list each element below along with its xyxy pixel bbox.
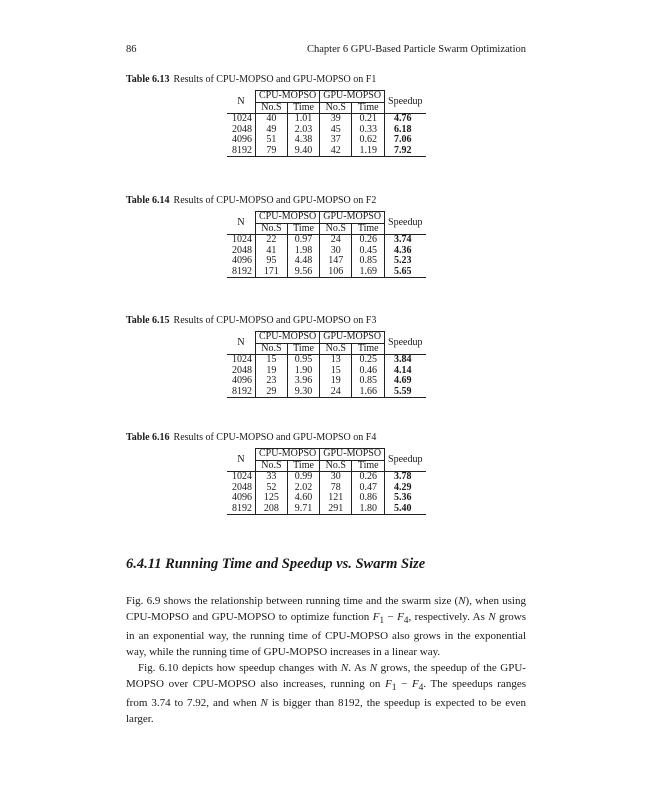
cell-gpu-time: 1.66 xyxy=(352,387,385,398)
table-title: Results of CPU-MOPSO and GPU-MOPSO on F3 xyxy=(173,315,377,326)
math-var: F xyxy=(372,611,380,623)
math-var: F xyxy=(411,678,419,691)
cell-cpu-nos: 23 xyxy=(256,376,288,387)
col-gpu-time-header: Time xyxy=(352,223,385,235)
cell-gpu-time: 0.45 xyxy=(352,246,385,257)
results-table xyxy=(227,448,426,515)
table-row xyxy=(227,256,426,267)
table-row xyxy=(227,267,426,278)
col-cpu-group-header: CPU-MOPSO xyxy=(256,449,320,461)
cell-cpu-time: 1.01 xyxy=(287,114,319,125)
table-title: Results of CPU-MOPSO and GPU-MOPSO on F2 xyxy=(173,195,377,206)
text-run: − xyxy=(384,611,398,623)
cell-cpu-nos: 40 xyxy=(256,114,288,125)
cell-gpu-time: 0.26 xyxy=(352,472,385,483)
cell-gpu-nos: 106 xyxy=(320,267,352,278)
cell-n: 4096 xyxy=(227,256,256,267)
cell-n: 1024 xyxy=(227,235,256,246)
cell-n: 8192 xyxy=(227,267,256,278)
cell-n: 2048 xyxy=(227,366,256,377)
body-text xyxy=(126,593,526,727)
cell-n: 2048 xyxy=(227,125,256,136)
math-var: N xyxy=(260,697,268,710)
cell-gpu-time: 0.26 xyxy=(352,235,385,246)
math-var: N xyxy=(369,662,378,675)
text-run: − xyxy=(396,678,412,691)
paragraph xyxy=(126,660,526,727)
cell-n: 2048 xyxy=(227,483,256,494)
section-heading: 6.4.11 Running Time and Speedup vs. Swarm Size xyxy=(126,556,426,572)
running-title: Chapter 6 GPU-Based Particle Swarm Optimization xyxy=(307,44,526,55)
cell-gpu-nos: 147 xyxy=(320,256,352,267)
table-row xyxy=(227,472,426,483)
cell-cpu-time: 2.02 xyxy=(287,483,319,494)
cell-speedup: 4.29 xyxy=(394,481,412,493)
cell-speedup: 5.40 xyxy=(385,504,426,515)
cell-gpu-nos: 19 xyxy=(320,376,352,387)
cell-speedup: 4.36 xyxy=(394,244,412,256)
cell-cpu-time: 4.38 xyxy=(287,135,319,146)
cell-gpu-nos: 45 xyxy=(320,125,352,136)
cell-gpu-time: 0.33 xyxy=(352,125,385,136)
cell-gpu-time: 0.85 xyxy=(352,256,385,267)
col-gpu-group-header: GPU-MOPSO xyxy=(320,449,385,461)
col-gpu-group-header: GPU-MOPSO xyxy=(320,212,385,224)
cell-speedup: 3.84 xyxy=(385,355,426,366)
cell-cpu-time: 1.98 xyxy=(287,246,319,257)
table-row xyxy=(227,135,426,146)
col-cpu-group-header: CPU-MOPSO xyxy=(256,91,320,103)
text-run: ), when using CPU-MOPSO and GPU-MOPSO to optimize function xyxy=(126,595,526,623)
col-cpu-nos-header: No.S xyxy=(256,343,288,355)
col-cpu-nos-header: No.S xyxy=(256,102,288,114)
col-cpu-nos-header: No.S xyxy=(256,460,288,472)
cell-cpu-time: 9.40 xyxy=(287,146,319,157)
cell-gpu-nos: 15 xyxy=(320,366,352,377)
table-caption xyxy=(126,432,376,443)
table-label: Table 6.13 xyxy=(126,74,170,85)
table-title: Results of CPU-MOPSO and GPU-MOPSO on F1 xyxy=(173,74,377,85)
cell-cpu-time: 0.99 xyxy=(287,472,319,483)
cell-n: 8192 xyxy=(227,146,256,157)
cell-speedup: 5.59 xyxy=(385,387,426,398)
cell-gpu-nos: 37 xyxy=(320,135,352,146)
col-cpu-time-header: Time xyxy=(287,343,319,355)
cell-n: 1024 xyxy=(227,472,256,483)
cell-gpu-time: 0.62 xyxy=(352,135,385,146)
col-n-header: N xyxy=(227,449,256,472)
cell-cpu-time: 0.97 xyxy=(287,235,319,246)
table-row xyxy=(227,387,426,398)
math-var: N xyxy=(458,595,466,607)
cell-n: 1024 xyxy=(227,114,256,125)
cell-cpu-nos: 49 xyxy=(256,125,288,136)
cell-n: 1024 xyxy=(227,355,256,366)
cell-gpu-nos: 78 xyxy=(320,483,352,494)
text-run: Fig. 6.9 shows the relationship between running time and the swarm size ( xyxy=(126,595,459,607)
cell-gpu-nos: 39 xyxy=(320,114,352,125)
cell-cpu-nos: 15 xyxy=(256,355,288,366)
cell-gpu-time: 0.25 xyxy=(352,355,385,366)
col-gpu-nos-header: No.S xyxy=(320,460,352,472)
cell-cpu-time: 9.30 xyxy=(287,387,319,398)
cell-speedup: 7.92 xyxy=(385,146,426,157)
cell-cpu-time: 3.96 xyxy=(287,376,319,387)
cell-cpu-nos: 79 xyxy=(256,146,288,157)
cell-speedup: 4.76 xyxy=(385,114,426,125)
cell-gpu-nos: 30 xyxy=(320,472,352,483)
cell-cpu-time: 4.48 xyxy=(287,256,319,267)
cell-gpu-time: 0.86 xyxy=(352,493,385,504)
table-title: Results of CPU-MOPSO and GPU-MOPSO on F4 xyxy=(173,432,377,443)
cell-gpu-time: 0.46 xyxy=(352,366,385,377)
text-run: grows, the speedup of the GPU-MOPSO over CPU-MOPSO also increases, running on xyxy=(126,662,526,691)
cell-cpu-nos: 41 xyxy=(256,246,288,257)
cell-speedup: 6.18 xyxy=(394,123,412,135)
cell-gpu-nos: 291 xyxy=(320,504,352,515)
text-run: grows in an exponential way, the running time of CPU-MOPSO also grows in the exponential way, while the running time of GPU-MOPSO increases in a linear way. xyxy=(126,611,526,659)
cell-n: 4096 xyxy=(227,376,256,387)
table-row xyxy=(227,504,426,515)
col-cpu-group-header: CPU-MOPSO xyxy=(256,212,320,224)
table-label: Table 6.15 xyxy=(126,315,170,326)
math-subscript: 1 xyxy=(391,682,397,693)
table-row xyxy=(227,376,426,387)
col-speedup-header: Speedup xyxy=(385,332,426,355)
col-cpu-group-header: CPU-MOPSO xyxy=(256,332,320,344)
cell-gpu-nos: 13 xyxy=(320,355,352,366)
col-gpu-time-header: Time xyxy=(352,102,385,114)
cell-gpu-nos: 24 xyxy=(320,235,352,246)
col-cpu-time-header: Time xyxy=(287,460,319,472)
table-label: Table 6.16 xyxy=(126,432,170,443)
cell-cpu-time: 1.90 xyxy=(287,366,319,377)
cell-gpu-time: 0.21 xyxy=(352,114,385,125)
cell-cpu-nos: 29 xyxy=(256,387,288,398)
col-gpu-time-header: Time xyxy=(352,460,385,472)
text-run: Fig. 6.10 depicts how speedup changes with xyxy=(138,662,341,675)
cell-n: 8192 xyxy=(227,504,256,515)
math-subscript: 4 xyxy=(418,682,424,693)
results-table xyxy=(227,331,426,398)
cell-cpu-nos: 51 xyxy=(256,135,288,146)
col-speedup-header: Speedup xyxy=(385,449,426,472)
cell-cpu-nos: 125 xyxy=(256,493,288,504)
math-var: N xyxy=(340,662,349,675)
cell-speedup: 4.14 xyxy=(394,364,412,376)
col-speedup-header: Speedup xyxy=(385,91,426,114)
cell-cpu-nos: 19 xyxy=(256,366,288,377)
cell-n: 2048 xyxy=(227,246,256,257)
cell-cpu-nos: 33 xyxy=(256,472,288,483)
results-table xyxy=(227,90,426,157)
math-var: N xyxy=(488,611,496,623)
col-n-header: N xyxy=(227,91,256,114)
math-var: F xyxy=(397,611,404,623)
cell-cpu-time: 0.95 xyxy=(287,355,319,366)
text-run: , respectively. As xyxy=(408,611,489,623)
table-row xyxy=(227,355,426,366)
text-run: is bigger than 8192, the speedup is expected to be even larger. xyxy=(126,697,526,726)
table-caption xyxy=(126,195,376,206)
cell-n: 8192 xyxy=(227,387,256,398)
col-gpu-nos-header: No.S xyxy=(320,102,352,114)
math-var: F xyxy=(385,678,392,691)
cell-cpu-nos: 52 xyxy=(256,483,288,494)
cell-gpu-nos: 121 xyxy=(320,493,352,504)
col-cpu-time-header: Time xyxy=(287,102,319,114)
cell-speedup: 5.23 xyxy=(394,255,412,266)
cell-gpu-nos: 30 xyxy=(320,246,352,257)
cell-speedup: 4.69 xyxy=(394,375,412,386)
col-gpu-nos-header: No.S xyxy=(320,343,352,355)
col-gpu-group-header: GPU-MOPSO xyxy=(320,91,385,103)
col-cpu-time-header: Time xyxy=(287,223,319,235)
math-subscript: 4 xyxy=(403,615,409,626)
table-row xyxy=(227,146,426,157)
cell-gpu-time: 1.19 xyxy=(352,146,385,157)
col-n-header: N xyxy=(227,212,256,235)
cell-speedup: 5.36 xyxy=(394,492,412,503)
col-cpu-nos-header: No.S xyxy=(256,223,288,235)
table-label: Table 6.14 xyxy=(126,195,170,206)
text-run: . As xyxy=(348,662,370,675)
cell-cpu-time: 9.71 xyxy=(287,504,319,515)
table-caption xyxy=(126,315,376,326)
cell-cpu-time: 4.60 xyxy=(287,493,319,504)
cell-cpu-nos: 208 xyxy=(256,504,288,515)
cell-cpu-time: 9.56 xyxy=(287,267,319,278)
col-gpu-time-header: Time xyxy=(352,343,385,355)
cell-gpu-time: 0.47 xyxy=(352,483,385,494)
table-caption xyxy=(126,74,376,85)
table-row xyxy=(227,114,426,125)
cell-gpu-time: 1.80 xyxy=(352,504,385,515)
cell-speedup: 3.74 xyxy=(385,235,426,246)
cell-cpu-nos: 171 xyxy=(256,267,288,278)
text-run: . The speedups ranges from 3.74 to 7.92, and when xyxy=(126,678,526,710)
cell-gpu-nos: 42 xyxy=(320,146,352,157)
cell-speedup: 7.06 xyxy=(394,134,412,145)
cell-cpu-nos: 22 xyxy=(256,235,288,246)
table-row xyxy=(227,493,426,504)
cell-gpu-time: 0.85 xyxy=(352,376,385,387)
cell-gpu-time: 1.69 xyxy=(352,267,385,278)
results-table xyxy=(227,211,426,278)
cell-cpu-time: 2.03 xyxy=(287,125,319,136)
col-gpu-group-header: GPU-MOPSO xyxy=(320,332,385,344)
cell-n: 4096 xyxy=(227,135,256,146)
cell-speedup: 5.65 xyxy=(385,267,426,278)
col-speedup-header: Speedup xyxy=(385,212,426,235)
col-gpu-nos-header: No.S xyxy=(320,223,352,235)
cell-speedup: 3.78 xyxy=(385,472,426,483)
table-row xyxy=(227,235,426,246)
paragraph xyxy=(126,593,526,660)
math-subscript: 1 xyxy=(379,615,385,626)
cell-n: 4096 xyxy=(227,493,256,504)
cell-cpu-nos: 95 xyxy=(256,256,288,267)
cell-gpu-nos: 24 xyxy=(320,387,352,398)
col-n-header: N xyxy=(227,332,256,355)
page-number: 86 xyxy=(126,44,137,55)
